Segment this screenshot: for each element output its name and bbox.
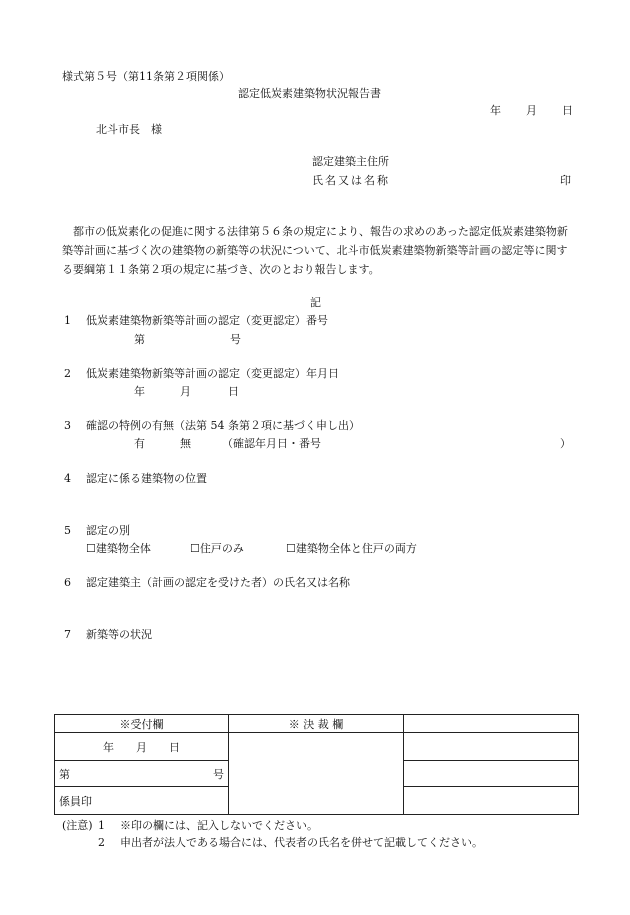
item-2-number: 2 (64, 367, 71, 380)
reception-date-cell: 年 月 日 (55, 733, 229, 761)
note-1-number: 1 (98, 819, 105, 832)
item-2-day: 日 (228, 385, 239, 398)
body-paragraph: 都市の低炭素化の促進に関する法律第５６条の規定により、報告の求めのあった認定低炭素建築物新築等計画に基づく次の建築物の新築等の状況について、北斗市低炭素建築物新築等計画の認定等に関する要綱第１１条第２項の規定に基づき、次のとおり報告します。 (62, 225, 568, 276)
item-3-confirm-date: （確認年月日・番号 (222, 437, 321, 450)
item-1-number: 1 (64, 314, 71, 327)
item-6-label: 認定建築主（計画の認定を受けた者）の氏名又は名称 (86, 576, 350, 589)
blank-cell-2 (404, 761, 579, 787)
item-3-number: 3 (64, 419, 71, 432)
item-1-dai: 第 (134, 333, 145, 346)
item-1-go: 号 (230, 333, 241, 346)
note-2-text: 申出者が法人である場合には、代表者の氏名を併せて記載してください。 (120, 836, 483, 849)
reception-number-cell (55, 761, 229, 787)
document-title: 認定低炭素建築物状況報告書 (238, 87, 381, 100)
addressee: 北斗市長 様 (96, 123, 162, 136)
ki-heading: 記 (310, 296, 321, 309)
blank-cell-3 (404, 787, 579, 815)
reception-table (54, 714, 578, 814)
item-4-number: 4 (64, 472, 71, 485)
date-month: 月 (526, 104, 537, 117)
item-2-year: 年 (134, 385, 145, 398)
item-7-label: 新築等の状況 (86, 628, 152, 641)
item-1-label: 低炭素建築物新築等計画の認定（変更認定）番号 (86, 314, 328, 327)
decision-cell (229, 733, 404, 815)
item-6-number: 6 (64, 576, 71, 589)
item-3-close-paren: ） (560, 437, 571, 450)
item-2-month: 月 (180, 385, 191, 398)
note-1-text: ※印の欄には、記入しないでください。 (120, 819, 318, 832)
item-7-number: 7 (64, 628, 71, 641)
date-day: 日 (562, 104, 573, 117)
option-whole-building[interactable]: ☐建築物全体 (86, 542, 151, 555)
reception-number-go: 号 (213, 767, 224, 781)
reception-number-dai: 第 (59, 767, 70, 781)
blank-header-cell (404, 715, 579, 733)
decision-header: ※ 決 裁 欄 (229, 715, 404, 733)
item-5-number: 5 (64, 524, 71, 537)
applicant-name-label: 氏名又は名称 (312, 174, 390, 187)
note-2-number: 2 (98, 836, 105, 849)
applicant-address-label: 認定建築主住所 (312, 155, 389, 168)
form-label: 様式第５号（第11条第２項関係） (62, 70, 230, 83)
notes-label: (注意) (62, 819, 93, 832)
date-year: 年 (490, 104, 501, 117)
item-3-yes: 有 (134, 437, 145, 450)
staff-seal-cell: 係員印 (55, 787, 229, 815)
blank-cell-1 (404, 733, 579, 761)
item-3-no: 無 (180, 437, 191, 450)
item-5-label: 認定の別 (86, 524, 130, 537)
item-4-label: 認定に係る建築物の位置 (86, 472, 207, 485)
seal-mark: 印 (560, 174, 571, 187)
option-dwelling-only[interactable]: ☐住戸のみ (190, 542, 244, 555)
option-both[interactable]: ☐建築物全体と住戸の両方 (286, 542, 417, 555)
item-2-label: 低炭素建築物新築等計画の認定（変更認定）年月日 (86, 367, 339, 380)
reception-header: ※受付欄 (55, 715, 229, 733)
item-3-label: 確認の特例の有無（法第 54 条第２項に基づく申し出） (86, 419, 360, 432)
